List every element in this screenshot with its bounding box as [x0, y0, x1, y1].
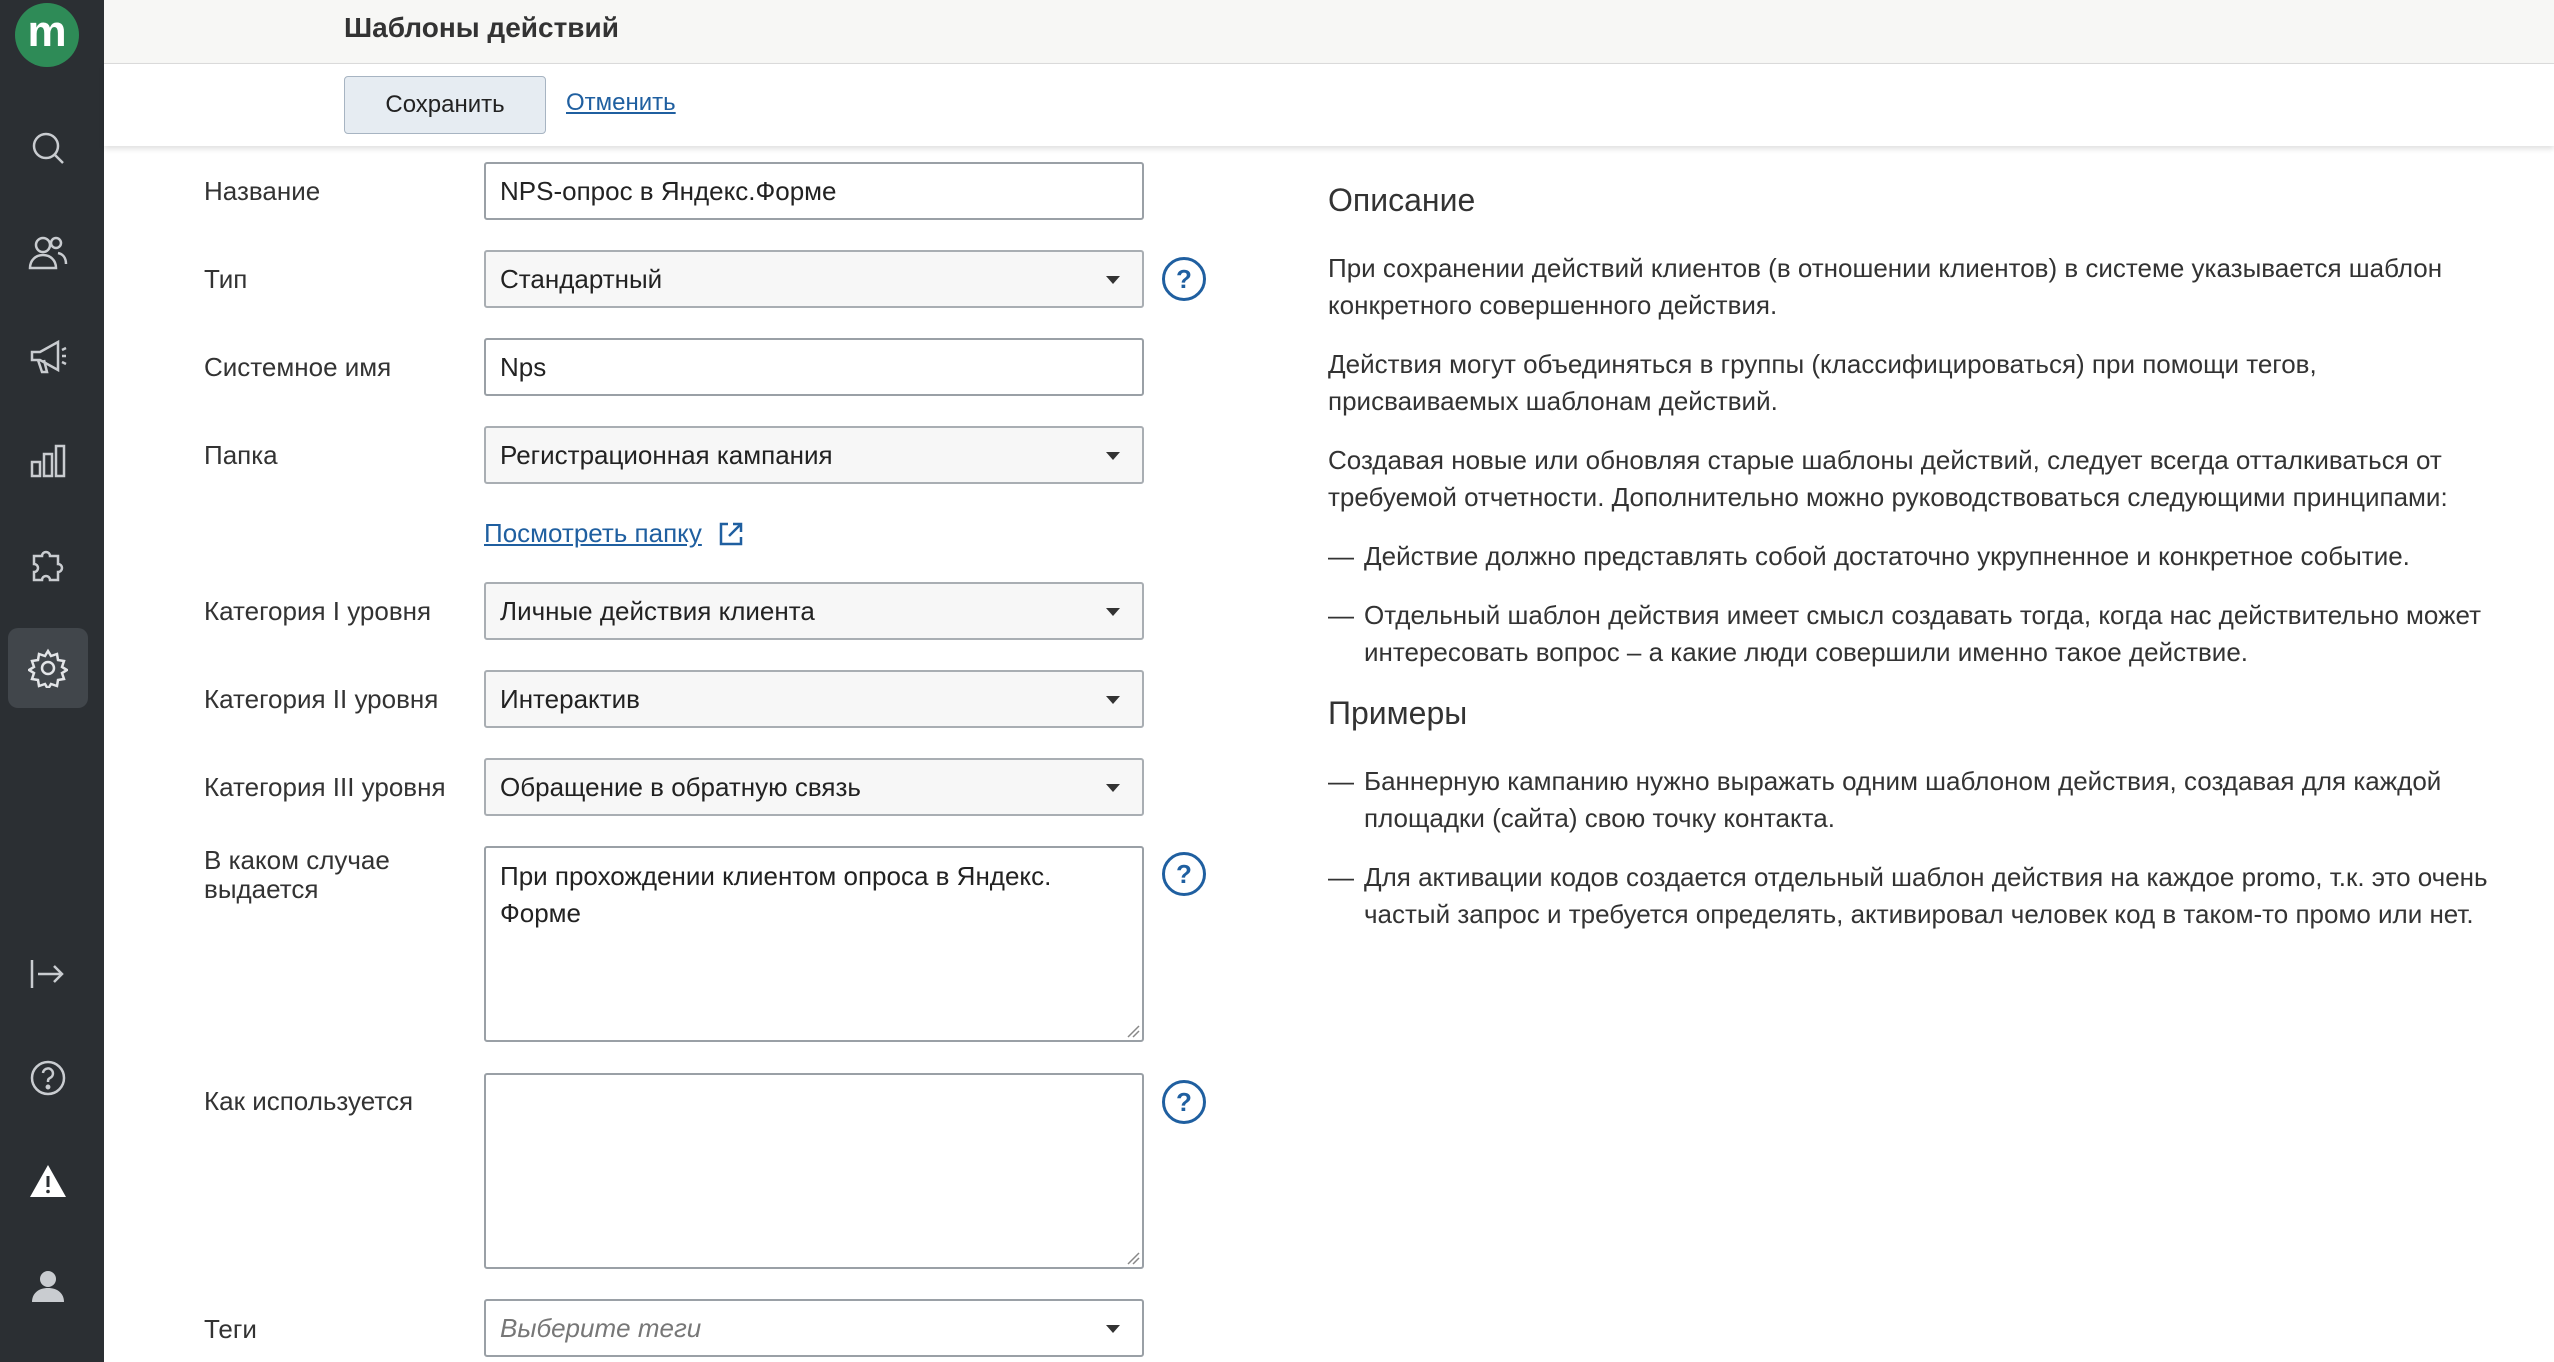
when-issued-label: В каком случае выдается: [204, 845, 390, 904]
category3-select[interactable]: [484, 758, 1144, 816]
sidebar: [0, 0, 104, 1362]
how-used-textarea[interactable]: [484, 1073, 1144, 1269]
tags-placeholder: Выберите теги: [500, 1312, 702, 1343]
description-title: Описание: [1328, 182, 1476, 218]
view-folder-label: Посмотреть папку: [484, 518, 702, 548]
description-paragraph: При сохранении действий клиентов (в отношении клиентов) в системе указывается шаблон конкретного совершенного действия.: [1328, 253, 2443, 320]
search-icon[interactable]: [16, 116, 80, 180]
header-bar: [104, 0, 2554, 64]
external-link-icon: [716, 519, 746, 549]
chevron-down-icon: [1106, 696, 1120, 704]
user-icon[interactable]: [16, 1254, 80, 1318]
category1-label: Категория I уровня: [204, 596, 432, 626]
warning-icon[interactable]: [16, 1150, 80, 1214]
chevron-down-icon: [1106, 608, 1120, 616]
folder-select[interactable]: [484, 426, 1144, 484]
help-icon[interactable]: [16, 1046, 80, 1110]
principle-item: — Отдельный шаблон действия имеет смысл создавать тогда, когда нас действительно может интересовать вопрос – а какие люди совершили именно такое действие.: [1328, 597, 2508, 671]
app-logo[interactable]: m: [15, 3, 79, 67]
toolbar: [104, 64, 2554, 146]
name-input[interactable]: NPS-опрос в Яндекс.Форме: [484, 162, 1144, 220]
how-used-label: Как используется: [204, 1086, 414, 1116]
how-used-help-icon[interactable]: ?: [1162, 1080, 1206, 1124]
megaphone-icon[interactable]: [16, 324, 80, 388]
example-item: — Баннерную кампанию нужно выражать одним шаблоном действия, создавая для каждой площадки (сайта) свою точку контакта.: [1328, 763, 2508, 837]
description-paragraph: Действия могут объединяться в группы (классифицироваться) при помощи тегов, присваиваемых шаблонам действий.: [1328, 349, 2317, 416]
when-issued-value: При прохождении клиентом опроса в Яндекс. Форме: [500, 861, 1052, 928]
category3-label: Категория III уровня: [204, 772, 446, 802]
folder-value: Регистрационная кампания: [500, 439, 833, 470]
category1-select[interactable]: [484, 582, 1144, 640]
category3-value: Обращение в обратную связь: [500, 771, 861, 802]
system-name-input[interactable]: Nps: [484, 338, 1144, 396]
principle-item: — Действие должно представлять собой достаточно укрупненное и конкретное событие.: [1328, 538, 2508, 575]
view-folder-link[interactable]: [484, 518, 746, 549]
resize-handle-icon[interactable]: [1126, 1024, 1140, 1038]
folder-label: Папка: [204, 440, 278, 470]
type-help-icon[interactable]: ?: [1162, 257, 1206, 301]
logout-icon[interactable]: [16, 942, 80, 1006]
category2-label: Категория II уровня: [204, 684, 439, 714]
category2-select[interactable]: [484, 670, 1144, 728]
gear-icon[interactable]: [8, 628, 88, 708]
category2-value: Интерактив: [500, 683, 640, 714]
description-paragraph: Создавая новые или обновляя старые шаблоны действий, следует всегда отталкиваться от требуемой отчетности. Дополнительно можно руководствоваться следующими принципами:: [1328, 445, 2448, 512]
chevron-down-icon: [1106, 276, 1120, 284]
cancel-link[interactable]: Отменить: [566, 89, 676, 116]
tags-select[interactable]: [484, 1299, 1144, 1357]
puzzle-icon[interactable]: [16, 532, 80, 596]
type-select[interactable]: [484, 250, 1144, 308]
page-title: Шаблоны действий: [344, 12, 619, 43]
chevron-down-icon: [1106, 784, 1120, 792]
chart-icon[interactable]: [16, 428, 80, 492]
category1-value: Личные действия клиента: [500, 595, 815, 626]
users-icon[interactable]: [16, 220, 80, 284]
description-panel: [1328, 180, 2508, 955]
system-name-label: Системное имя: [204, 352, 392, 382]
when-issued-textarea[interactable]: [484, 846, 1144, 1042]
save-button[interactable]: Сохранить: [344, 76, 546, 134]
chevron-down-icon: [1106, 452, 1120, 460]
resize-handle-icon[interactable]: [1126, 1251, 1140, 1265]
type-label: Тип: [204, 264, 248, 294]
when-issued-help-icon[interactable]: ?: [1162, 852, 1206, 896]
name-label: Название: [204, 176, 321, 206]
chevron-down-icon: [1106, 1325, 1120, 1333]
type-value: Стандартный: [500, 263, 663, 294]
tags-label: Теги: [204, 1314, 257, 1344]
examples-title: Примеры: [1328, 695, 1468, 731]
example-item: — Для активации кодов создается отдельный шаблон действия на каждое promo, т.к. это очень частый запрос и требуется определять, активировал человек код в таком-то промо или нет.: [1328, 859, 2508, 933]
